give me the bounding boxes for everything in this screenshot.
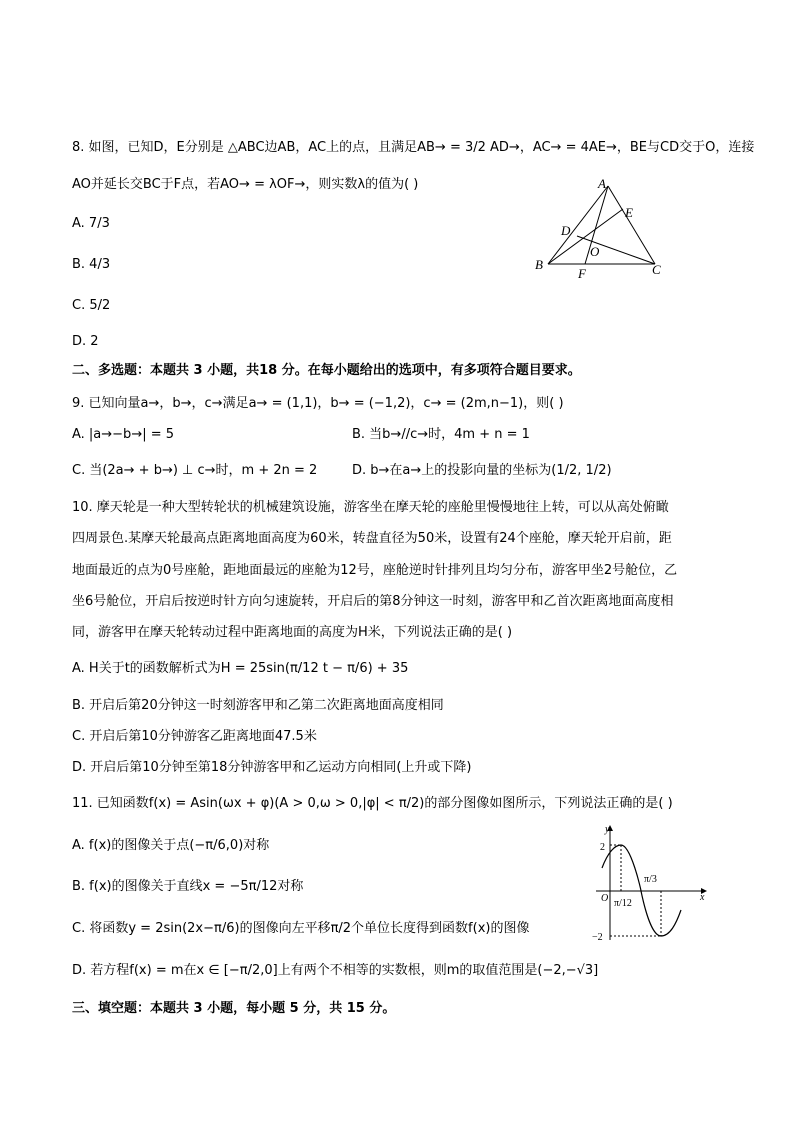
q9-stem: 9. 已知向量a→，b→，c→满足a→ = (1,1)，b→ = (−1,2)，c→ = (2m,n−1)，则( ): [72, 396, 564, 411]
q11-option-d: D. 若方程f(x) = m在x ∈ [−π/2,0]上有两个不相等的实数根，则m的取值范围是(−2,−√3]: [72, 963, 599, 978]
q8-option-d: D. 2: [72, 334, 99, 349]
label-e: E: [625, 205, 633, 220]
q11-option-b: B. f(x)的图像关于直线x = −5π/12对称: [72, 879, 304, 894]
q8-option-a: A. 7/3: [72, 216, 110, 231]
x-axis-label: x: [700, 892, 705, 903]
q8-triangle-figure: [530, 172, 670, 282]
section-2-heading: 二、多选题：本题共 3 小题，共18 分。在每小题给出的选项中，有多项符合题目要求。: [72, 363, 581, 378]
q8-stem-line2: AO并延长交BC于F点，若AO→ = λOF→，则实数λ的值为( ): [72, 177, 419, 192]
q10-option-b: B. 开启后第20分钟这一时刻游客甲和乙第二次距离地面高度相同: [72, 698, 444, 713]
q8-stem-line1: 8. 如图，已知D，E分别是 △ABC边AB，AC上的点，且满足AB→ = 3/2 AD→，AC→ = 4AE→，BE与CD交于O，连接: [72, 140, 755, 155]
label-f: F: [578, 266, 586, 281]
q11-option-c: C. 将函数y = 2sin(2x−π/6)的图像向左平移π/2个单位长度得到函数f(x)的图像: [72, 921, 530, 936]
q9-option-a: A. |a→−b→| = 5: [72, 427, 175, 442]
q10-stem-line3: 地面最近的点为0号座舱，距地面最远的座舱为12号，座舱逆时针排列且均匀分布，游客甲坐2号舱位，乙: [72, 563, 678, 578]
q9-option-c: C. 当(2a→ + b→) ⊥ c→时，m + 2n = 2: [72, 463, 318, 478]
q8-option-b: B. 4/3: [72, 257, 111, 272]
q10-stem-line1: 10. 摩天轮是一种大型转轮状的机械建筑设施，游客坐在摩天轮的座舱里慢慢地往上转，可以从高处俯瞰: [72, 500, 669, 515]
label-c: C: [652, 262, 661, 277]
q9-option-d: D. b→在a→上的投影向量的坐标为(1/2, 1/2): [352, 463, 612, 478]
y-tick-2: 2: [600, 842, 605, 853]
q10-stem-line5: 同，游客甲在摩天轮转动过程中距离地面的高度为H米，下列说法正确的是( ): [72, 625, 513, 640]
y-axis-label: y: [605, 824, 610, 835]
q9-option-b: B. 当b→//c→时，4m + n = 1: [352, 427, 530, 442]
label-o: O: [590, 244, 600, 259]
q11-stem: 11. 已知函数f(x) = Asin(ωx + φ)(A > 0,ω > 0,|φ| < π/2)的部分图像如图所示，下列说法正确的是( ): [72, 796, 673, 811]
q10-option-d: D. 开启后第10分钟至第18分钟游客甲和乙运动方向相同(上升或下降): [72, 760, 472, 775]
q10-option-c: C. 开启后第10分钟游客乙距离地面47.5米: [72, 729, 317, 744]
x-tick-pi3: π/3: [644, 874, 657, 885]
q8-option-c: C. 5/2: [72, 298, 111, 313]
y-tick-neg2: −2: [592, 932, 603, 943]
label-d: D: [561, 223, 571, 238]
q11-option-a: A. f(x)的图像关于点(−π/6,0)对称: [72, 838, 270, 853]
q11-sine-graph: [588, 820, 718, 945]
q10-stem-line2: 四周景色.某摩天轮最高点距离地面高度为60米，转盘直径为50米，设置有24个座舱，摩天轮开启前，距: [72, 531, 672, 546]
label-b: B: [535, 257, 543, 272]
origin-label: O: [601, 893, 609, 904]
section-3-heading: 三、填空题：本题共 3 小题，每小题 5 分，共 15 分。: [72, 1001, 396, 1016]
x-tick-pi12: π/12: [614, 898, 632, 909]
label-a: A: [598, 176, 606, 191]
q10-stem-line4: 坐6号舱位，开启后按逆时针方向匀速旋转，开启后的第8分钟这一时刻，游客甲和乙首次距离地面高度相: [72, 594, 674, 609]
q10-option-a: A. H关于t的函数解析式为H = 25sin(π/12 t − π/6) + 35: [72, 661, 409, 676]
